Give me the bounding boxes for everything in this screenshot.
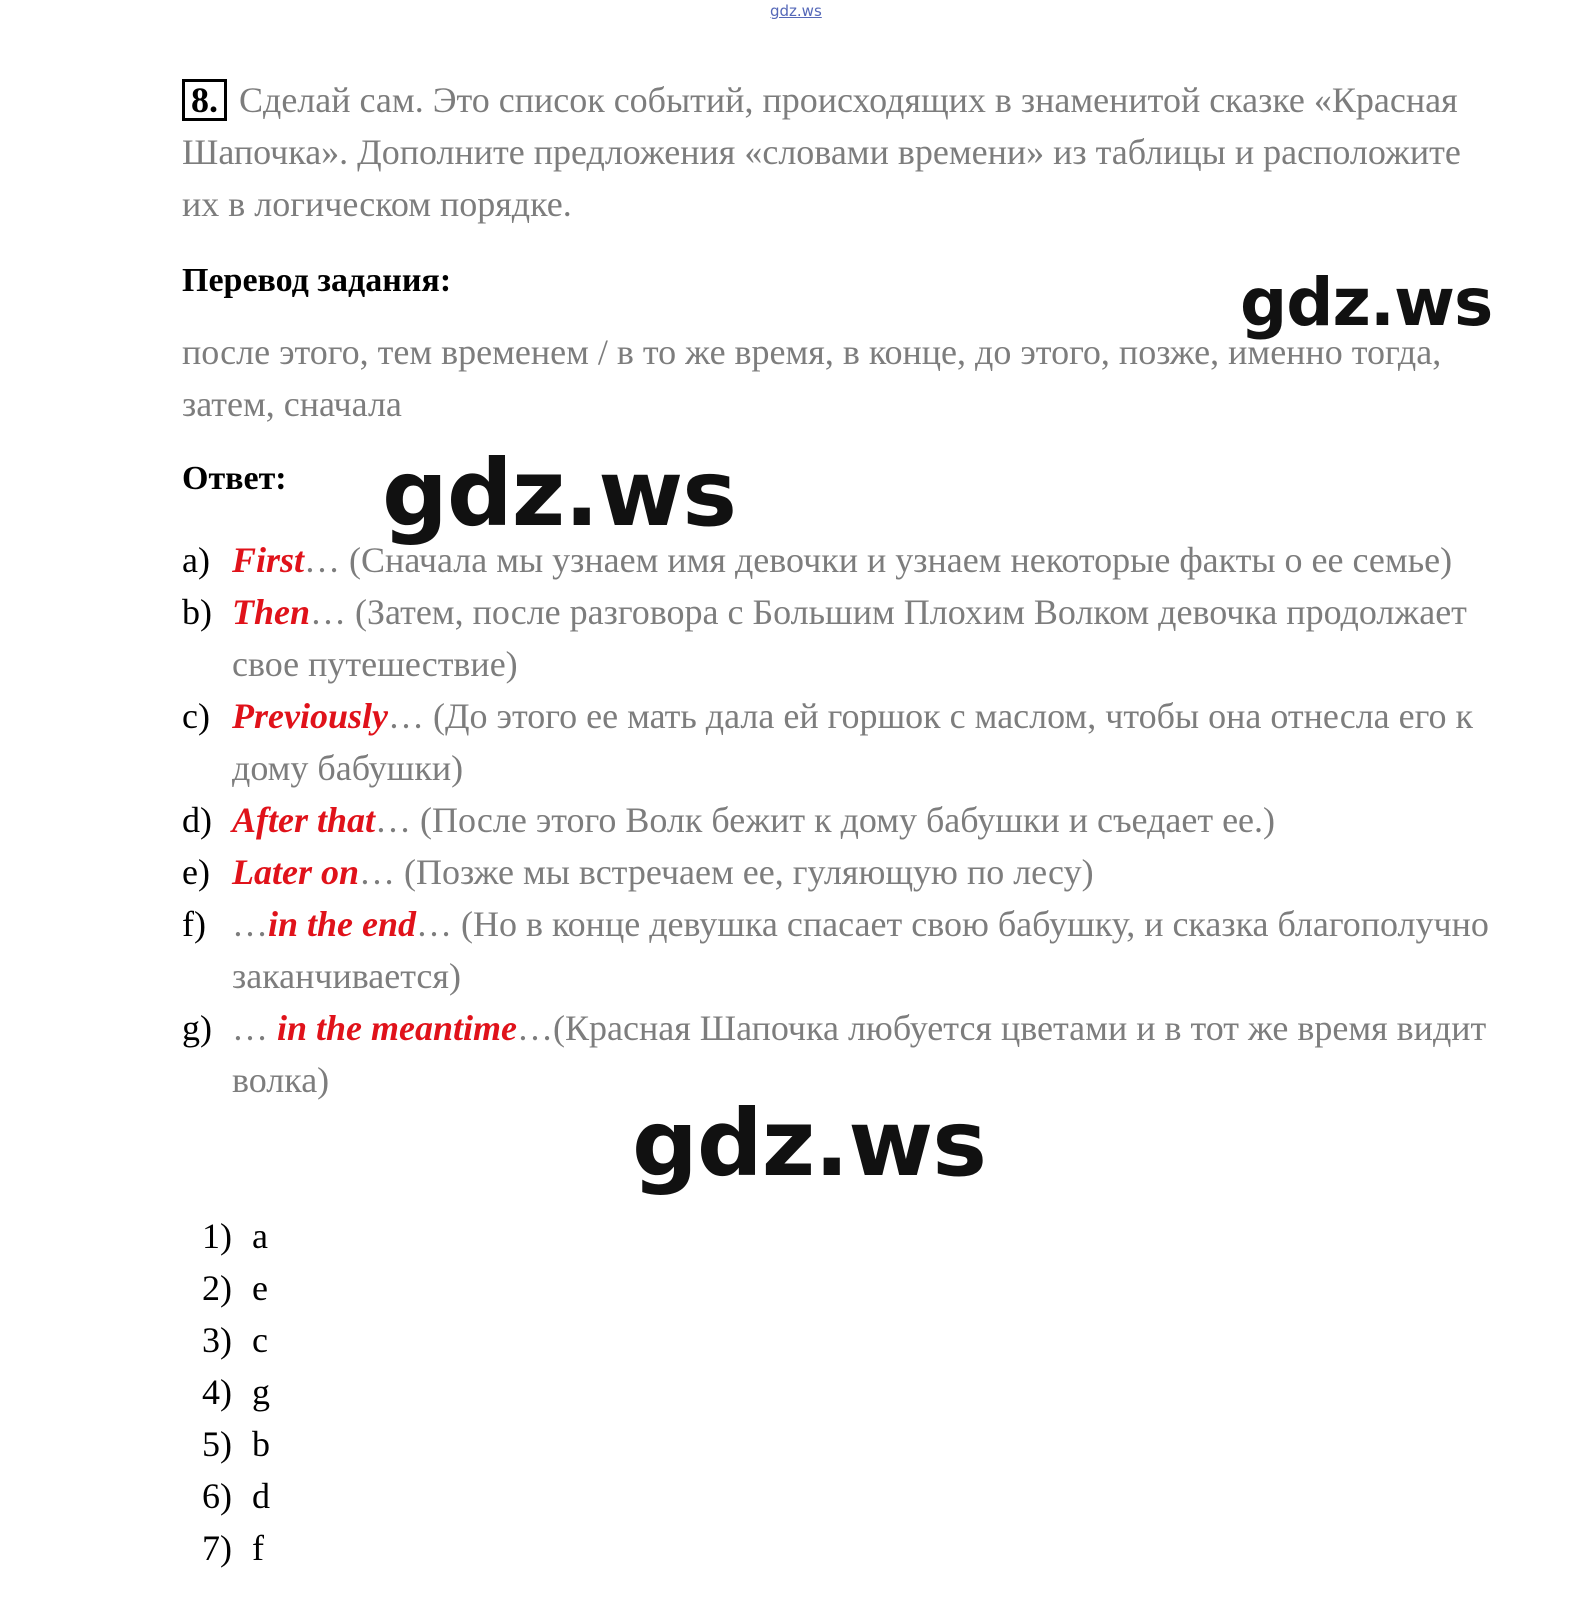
answer-heading: Ответ: xyxy=(182,460,287,497)
translation-text: после этого, тем временем / в то же время, в конце, до этого, позже, именно тогда, затем, сначала xyxy=(182,332,1442,424)
order-letter: f xyxy=(252,1528,264,1568)
order-letter: e xyxy=(252,1268,268,1308)
watermark-bottom: gdz.ws xyxy=(632,1090,986,1197)
order-number: 3) xyxy=(202,1320,232,1360)
answer-label: e) xyxy=(182,852,210,892)
answer-label: b) xyxy=(182,592,212,632)
order-number: 1) xyxy=(202,1216,232,1256)
task-text: Сделай сам. Это список событий, происходящих в знаменитой сказке «Красная Шапочка». Дополните предложения «словами времени» из таблицы и расположите их в логическом порядке. xyxy=(182,80,1461,224)
answer-explanation: … (Но в конце девушка спасает свою бабушку, и сказка благополучно заканчивается) xyxy=(232,904,1489,996)
answer-label: f) xyxy=(182,904,206,944)
task-statement xyxy=(182,74,1502,230)
answer-keyword: Previously xyxy=(232,696,388,736)
answer-prefix: … xyxy=(232,1008,277,1048)
answer-item-d xyxy=(182,794,1512,846)
watermark-top: gdz.ws xyxy=(770,2,822,20)
answer-item-c xyxy=(182,690,1512,794)
order-item xyxy=(202,1314,270,1366)
answer-explanation: … (До этого ее мать дала ей горшок с маслом, чтобы она отнесла его к дому бабушки) xyxy=(232,696,1473,788)
answer-keyword: After that xyxy=(232,800,376,840)
answer-explanation: … (Позже мы встречаем ее, гуляющую по лесу) xyxy=(359,852,1094,892)
watermark-middle: gdz.ws xyxy=(382,440,736,547)
answer-explanation: …(Красная Шапочка любуется цветами и в тот же время видит волка) xyxy=(232,1008,1487,1100)
order-item xyxy=(202,1418,270,1470)
order-number: 4) xyxy=(202,1372,232,1412)
answer-item-b xyxy=(182,586,1512,690)
answer-prefix: … xyxy=(232,904,268,944)
answer-item-f xyxy=(182,898,1512,1002)
order-number: 7) xyxy=(202,1528,232,1568)
order-letter: a xyxy=(252,1216,268,1256)
answer-keyword: in the meantime xyxy=(277,1008,518,1048)
order-number: 6) xyxy=(202,1476,232,1516)
answer-item-e xyxy=(182,846,1512,898)
order-letter: d xyxy=(252,1476,270,1516)
order-letter: g xyxy=(252,1372,270,1412)
order-item xyxy=(202,1522,270,1574)
order-number: 5) xyxy=(202,1424,232,1464)
watermark-right: gdz.ws xyxy=(1240,264,1493,341)
order-item xyxy=(202,1470,270,1522)
order-item xyxy=(202,1262,270,1314)
answer-list xyxy=(182,534,1512,1106)
order-letter: c xyxy=(252,1320,268,1360)
answer-keyword: First xyxy=(232,540,305,580)
task-number: 8. xyxy=(182,79,227,121)
answer-label: c) xyxy=(182,696,210,736)
answer-keyword: Later on xyxy=(232,852,360,892)
answer-explanation: … (Затем, после разговора с Большим Плохим Волком девочка продолжает свое путешествие) xyxy=(232,592,1467,684)
answer-label: g) xyxy=(182,1008,212,1048)
answer-explanation: … (После этого Волк бежит к дому бабушки и съедает ее.) xyxy=(375,800,1276,840)
order-list xyxy=(202,1210,270,1574)
answer-keyword: Then xyxy=(232,592,311,632)
order-letter: b xyxy=(252,1424,270,1464)
answer-label: a) xyxy=(182,540,210,580)
answer-explanation: … (Сначала мы узнаем имя девочки и узнаем некоторые факты о ее семье) xyxy=(304,540,1453,580)
order-item xyxy=(202,1366,270,1418)
answer-label: d) xyxy=(182,800,212,840)
translation-heading: Перевод задания: xyxy=(182,262,452,299)
answer-keyword: in the end xyxy=(268,904,417,944)
order-item xyxy=(202,1210,270,1262)
order-number: 2) xyxy=(202,1268,232,1308)
